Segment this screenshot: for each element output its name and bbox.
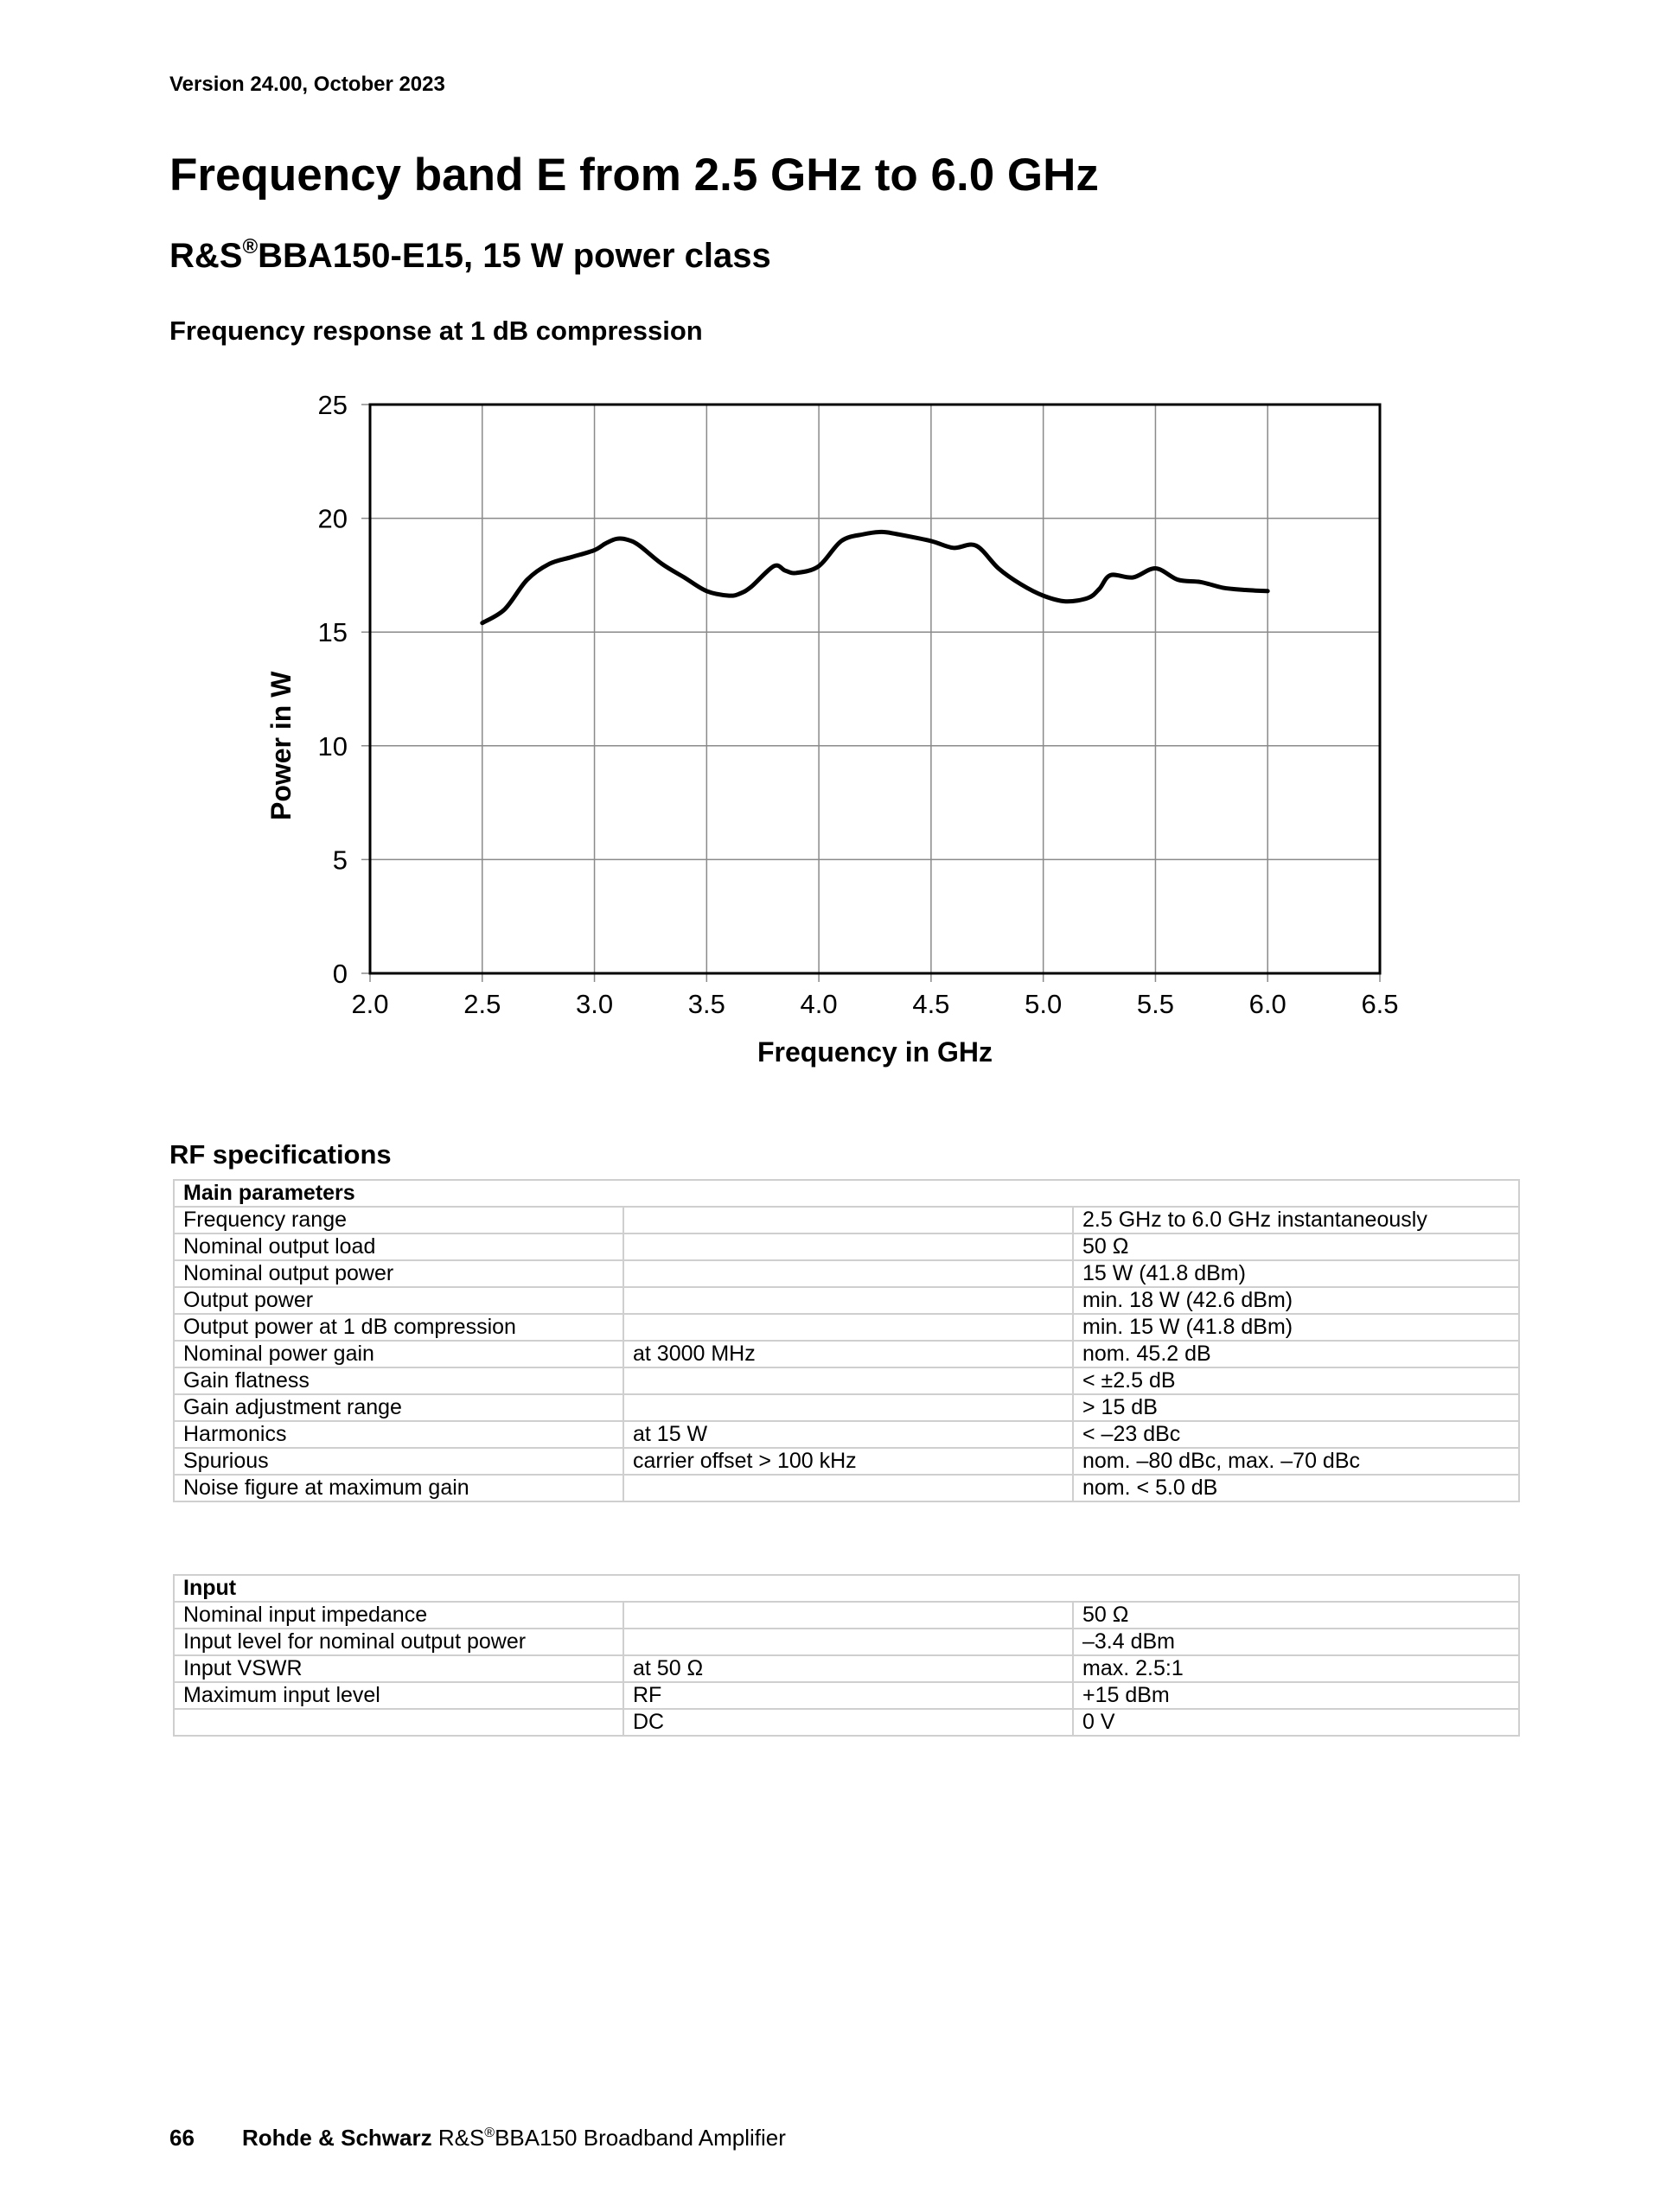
chart-grid xyxy=(361,405,1380,982)
subtitle-prefix: R&S xyxy=(169,237,243,275)
table-row xyxy=(174,1207,1519,1233)
condition-cell xyxy=(623,1367,1073,1394)
condition-cell xyxy=(623,1207,1073,1233)
y-tick-label: 10 xyxy=(317,730,348,762)
condition-cell: carrier offset > 100 kHz xyxy=(623,1448,1073,1475)
value-cell: < ±2.5 dB xyxy=(1073,1367,1519,1394)
param-name-cell: Gain adjustment range xyxy=(174,1394,623,1421)
param-name-cell: Output power at 1 dB compression xyxy=(174,1314,623,1341)
x-tick-label: 4.5 xyxy=(912,989,950,1019)
param-name-cell: Gain flatness xyxy=(174,1367,623,1394)
y-tick-label: 5 xyxy=(332,845,348,876)
value-cell: nom. –80 dBc, max. –70 dBc xyxy=(1073,1448,1519,1475)
product-subtitle xyxy=(169,235,771,276)
input-header-row xyxy=(174,1575,1519,1602)
footer-product-prefix: R&S xyxy=(437,2125,485,2151)
condition-cell xyxy=(623,1629,1073,1655)
param-name-cell: Noise figure at maximum gain xyxy=(174,1475,623,1501)
condition-cell xyxy=(623,1314,1073,1341)
condition-cell: at 15 W xyxy=(623,1421,1073,1448)
condition-cell: at 3000 MHz xyxy=(623,1341,1073,1367)
param-name-cell: Input VSWR xyxy=(174,1655,623,1682)
value-cell: nom. 45.2 dB xyxy=(1073,1341,1519,1367)
condition-cell xyxy=(623,1287,1073,1314)
footer-product-rest: BBA150 Broadband Amplifier xyxy=(495,2125,786,2151)
value-cell: 15 W (41.8 dBm) xyxy=(1073,1260,1519,1287)
x-tick-label: 6.5 xyxy=(1361,989,1399,1019)
value-cell: > 15 dB xyxy=(1073,1394,1519,1421)
y-tick-label: 25 xyxy=(317,390,348,420)
chart-heading: Frequency response at 1 dB compression xyxy=(169,316,703,346)
rf-specifications-heading: RF specifications xyxy=(169,1139,392,1170)
y-tick-label: 0 xyxy=(332,959,348,989)
version-label: Version 24.00, October 2023 xyxy=(169,73,445,96)
value-cell: 2.5 GHz to 6.0 GHz instantaneously xyxy=(1073,1207,1519,1233)
input-header: Input xyxy=(174,1575,1519,1602)
param-name-cell: Nominal output power xyxy=(174,1260,623,1287)
condition-cell xyxy=(623,1233,1073,1260)
table-row xyxy=(174,1367,1519,1394)
x-tick-label: 5.5 xyxy=(1136,989,1174,1019)
value-cell: 0 V xyxy=(1073,1709,1519,1736)
param-name-cell: Output power xyxy=(174,1287,623,1314)
table-row xyxy=(174,1233,1519,1260)
main-parameters-header: Main parameters xyxy=(174,1180,1519,1207)
x-tick-label: 2.5 xyxy=(463,989,501,1019)
param-name-cell: Harmonics xyxy=(174,1421,623,1448)
registered-mark: ® xyxy=(242,235,259,258)
condition-cell xyxy=(623,1394,1073,1421)
x-tick-label: 5.0 xyxy=(1025,989,1063,1019)
input-table xyxy=(173,1574,1520,1737)
param-name-cell: Nominal output load xyxy=(174,1233,623,1260)
param-name-cell: Input level for nominal output power xyxy=(174,1629,623,1655)
x-tick-label: 3.0 xyxy=(576,989,614,1019)
main-parameters-table xyxy=(173,1179,1520,1502)
value-cell: 50 Ω xyxy=(1073,1602,1519,1629)
y-tick-labels xyxy=(318,390,348,989)
value-cell: nom. < 5.0 dB xyxy=(1073,1475,1519,1501)
footer-brand: Rohde & Schwarz xyxy=(242,2125,432,2151)
subtitle-rest: BBA150-E15, 15 W power class xyxy=(258,237,771,275)
table-row xyxy=(174,1655,1519,1682)
page-title: Frequency band E from 2.5 GHz to 6.0 GHz xyxy=(169,150,1099,201)
y-axis-label: Power in W xyxy=(265,671,297,821)
table-row xyxy=(174,1260,1519,1287)
page-number: 66 xyxy=(169,2125,195,2151)
table-row xyxy=(174,1421,1519,1448)
frequency-response-chart xyxy=(259,380,1418,1081)
y-tick-label: 20 xyxy=(317,503,348,534)
y-tick-label: 15 xyxy=(317,617,348,648)
param-name-cell: Frequency range xyxy=(174,1207,623,1233)
value-cell: 50 Ω xyxy=(1073,1233,1519,1260)
param-name-cell: Nominal power gain xyxy=(174,1341,623,1367)
param-name-cell: Spurious xyxy=(174,1448,623,1475)
main-parameters-header-row xyxy=(174,1180,1519,1207)
x-tick-label: 3.5 xyxy=(687,989,725,1019)
condition-cell xyxy=(623,1260,1073,1287)
param-name-cell xyxy=(174,1709,623,1736)
table-row xyxy=(174,1341,1519,1367)
x-axis-label: Frequency in GHz xyxy=(757,1036,993,1068)
condition-cell xyxy=(623,1475,1073,1501)
value-cell: min. 15 W (41.8 dBm) xyxy=(1073,1314,1519,1341)
power-curve xyxy=(482,532,1267,622)
value-cell: +15 dBm xyxy=(1073,1682,1519,1709)
table-row xyxy=(174,1448,1519,1475)
value-cell: < –23 dBc xyxy=(1073,1421,1519,1448)
value-cell: max. 2.5:1 xyxy=(1073,1655,1519,1682)
table-row xyxy=(174,1602,1519,1629)
plot-frame xyxy=(370,405,1380,973)
param-name-cell: Nominal input impedance xyxy=(174,1602,623,1629)
x-tick-labels xyxy=(351,989,1398,1019)
table-row xyxy=(174,1709,1519,1736)
value-cell: min. 18 W (42.6 dBm) xyxy=(1073,1287,1519,1314)
x-tick-label: 6.0 xyxy=(1248,989,1286,1019)
table-row xyxy=(174,1394,1519,1421)
condition-cell xyxy=(623,1602,1073,1629)
footer-registered-mark: ® xyxy=(484,2126,495,2140)
value-cell: –3.4 dBm xyxy=(1073,1629,1519,1655)
table-row xyxy=(174,1314,1519,1341)
param-name-cell: Maximum input level xyxy=(174,1682,623,1709)
page-footer xyxy=(169,2125,786,2151)
x-tick-label: 4.0 xyxy=(800,989,838,1019)
table-row xyxy=(174,1629,1519,1655)
table-row xyxy=(174,1475,1519,1501)
condition-cell: RF xyxy=(623,1682,1073,1709)
x-tick-label: 2.0 xyxy=(351,989,389,1019)
table-row xyxy=(174,1682,1519,1709)
condition-cell: at 50 Ω xyxy=(623,1655,1073,1682)
table-row xyxy=(174,1287,1519,1314)
condition-cell: DC xyxy=(623,1709,1073,1736)
